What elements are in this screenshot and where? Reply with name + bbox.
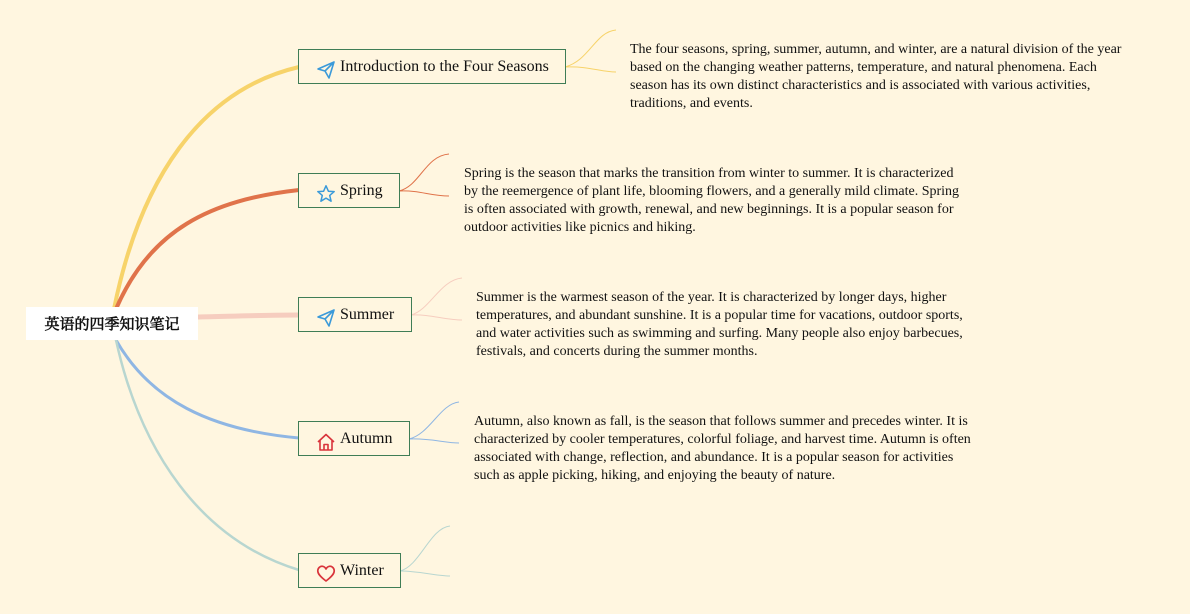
topic-description — [464, 545, 964, 598]
topic-summer[interactable] — [298, 297, 412, 332]
house-icon — [316, 432, 336, 452]
sub-branch-autumn — [409, 402, 459, 443]
topic-introduction[interactable] — [298, 49, 566, 84]
branch-intro — [114, 67, 299, 309]
topic-spring[interactable] — [298, 173, 400, 208]
topic-label: Summer — [340, 305, 395, 323]
topic-label: Autumn — [340, 429, 393, 447]
paper-plane-icon — [316, 308, 336, 328]
topic-winter[interactable] — [298, 553, 401, 588]
topic-label: Introduction to the Four Seasons — [340, 57, 549, 75]
topic-description: Autumn, also known as fall, is the season that follows summer and precedes winter. It is characterized by cooler temperatures, colorful foliage, and harvest time. Autumn is often associated with change, reflection, and abundance. It is a popular season for activities such as apple picking, hiking, and enjoying the beauty of nature. — [474, 414, 971, 483]
sub-branch-summer — [411, 278, 462, 320]
topic-label: Winter — [340, 561, 384, 579]
topic-autumn[interactable] — [298, 421, 410, 456]
topic-description: Summer is the warmest season of the year. It is characterized by longer days, higher temperatures, and abundant sunshine. It is a popular time for vacations, outdoor sports, and water activities such as swimming and surfing. Many people also enjoy barbecues, festivals, and concerts during the summer months. — [476, 290, 963, 359]
root-topic[interactable] — [26, 307, 198, 340]
topic-label: Spring — [340, 181, 383, 199]
topic-description: Spring is the season that marks the transition from winter to summer. It is characterized by the reemergence of plant life, blooming flowers, and a generally mild climate. Spring is often associated with growth, renewal, and new beginnings. It is a popular season for outdoor activities like picnics and hiking. — [464, 166, 960, 235]
sub-branch-intro — [565, 30, 616, 72]
star-icon — [316, 184, 336, 204]
root-topic-label: 英语的四季知识笔记 — [44, 315, 180, 333]
heart-icon — [316, 564, 336, 584]
topic-description: The four seasons, spring, summer, autumn, and winter, are a natural division of the year based on the changing weather patterns, temperature, and natural phenomena. Each season has its own distinct characteristics and is associated with various activities, traditions, and events. — [630, 42, 1122, 111]
branch-summer — [196, 315, 299, 317]
sub-branch-spring — [399, 154, 449, 196]
paper-plane-icon — [316, 60, 336, 80]
sub-branch-winter — [400, 526, 450, 576]
